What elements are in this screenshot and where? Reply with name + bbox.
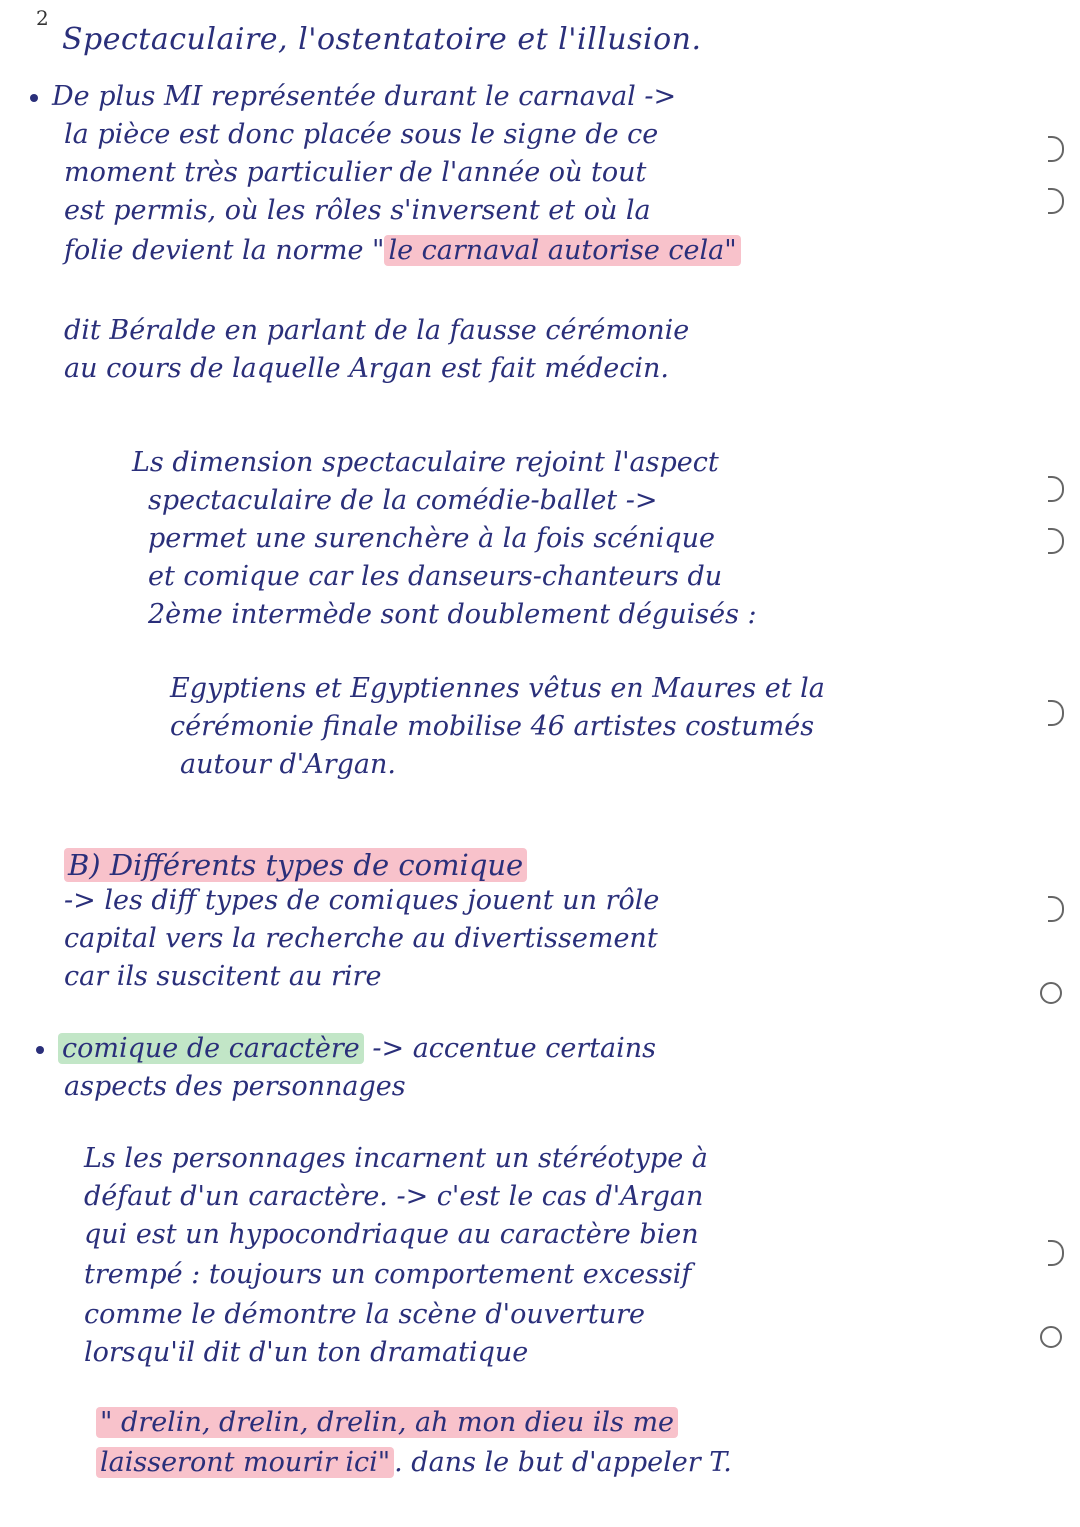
text-line: défaut d'un caractère. -> c'est le cas d'Argan <box>84 1181 704 1212</box>
text-line: De plus MI représentée durant le carnaval -> <box>30 80 676 114</box>
text-line: Egyptiens et Egyptiennes vêtus en Maures et la <box>170 673 825 704</box>
text-line: aspects des personnages <box>64 1071 406 1102</box>
text-line: dit Béralde en parlant de la fausse cérémonie <box>64 315 690 346</box>
text-line <box>96 1406 678 1440</box>
text-line: qui est un hypocondriaque au caractère bien <box>84 1219 699 1250</box>
text-line: au cours de laquelle Argan est fait médecin. <box>64 353 669 384</box>
text-line: moment très particulier de l'année où tout <box>64 157 647 188</box>
text-line: trempé : toujours un comportement excessif <box>84 1259 692 1290</box>
punch-hole <box>1040 982 1062 1004</box>
text-line: -> les diff types de comiques jouent un rôle <box>64 885 660 916</box>
page-title: Spectaculaire, l'ostentatoire et l'illusion. <box>62 22 702 57</box>
section-heading: B) Différents types de comique <box>64 848 527 882</box>
highlighted-quote: " drelin, drelin, drelin, ah mon dieu ils me <box>96 1407 678 1438</box>
text-line: lorsqu'il dit d'un ton dramatique <box>84 1337 529 1368</box>
bullet-icon <box>30 94 38 102</box>
page-number: 2 <box>36 6 49 30</box>
text-line: Ls dimension spectaculaire rejoint l'aspect <box>132 447 719 478</box>
punch-hole <box>1048 188 1064 214</box>
text-line: est permis, où les rôles s'inversent et où la <box>64 195 651 226</box>
highlighted-quote: laisseront mourir ici" <box>96 1447 394 1478</box>
punch-hole <box>1048 476 1064 502</box>
bullet-icon <box>36 1046 44 1054</box>
highlighted-term: comique de caractère <box>58 1033 364 1064</box>
text-line: spectaculaire de la comédie-ballet -> <box>148 485 658 516</box>
text-line: et comique car les danseurs-chanteurs du <box>148 561 723 592</box>
punch-hole <box>1048 896 1064 922</box>
text-line: 2ème intermède sont doublement déguisés : <box>148 599 757 630</box>
text-line: Ls les personnages incarnent un stéréotype à <box>84 1143 708 1174</box>
text-line: car ils suscitent au rire <box>64 961 382 992</box>
text-line: comme le démontre la scène d'ouverture <box>84 1299 646 1330</box>
text-line: autour d'Argan. <box>180 749 396 780</box>
text-line: la pièce est donc placée sous le signe de ce <box>64 119 659 150</box>
text-line: comique de caractère -> accentue certains <box>36 1032 656 1066</box>
punch-hole <box>1048 1240 1064 1266</box>
punch-hole <box>1048 700 1064 726</box>
punch-hole <box>1048 136 1064 162</box>
highlighted-quote: le carnaval autorise cela" <box>384 235 740 266</box>
text-line: cérémonie finale mobilise 46 artistes costumés <box>170 711 815 742</box>
text-line: capital vers la recherche au divertissement <box>64 923 658 954</box>
punch-hole <box>1048 528 1064 554</box>
text-line: permet une surenchère à la fois scénique <box>148 523 715 554</box>
punch-hole <box>1040 1326 1062 1348</box>
text-line: folie devient la norme " le carnaval autorise cela" <box>64 234 741 268</box>
text-line: laisseront mourir ici" . dans le but d'appeler T. <box>96 1446 732 1480</box>
